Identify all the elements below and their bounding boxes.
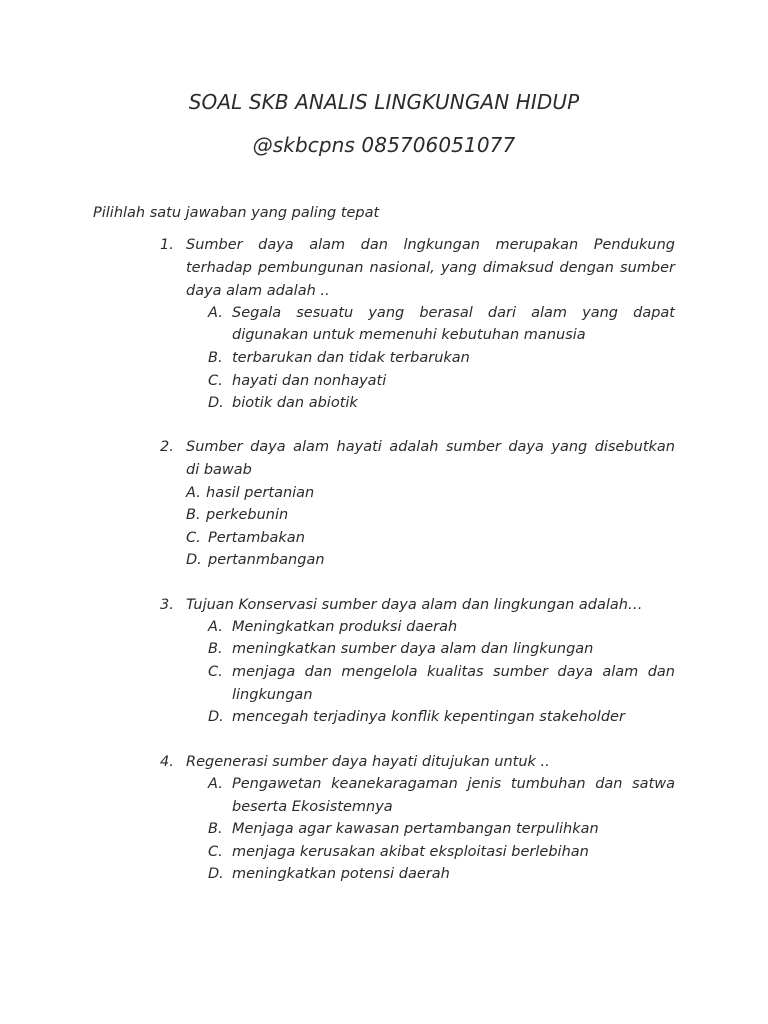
question-1-option-a-line-1: Segala sesuatu yang berasal dari alam yang dapat bbox=[232, 305, 675, 321]
question-2-option-b-label: B. bbox=[186, 507, 201, 523]
question-2-number: 2. bbox=[160, 439, 174, 455]
question-4-option-a-label: A. bbox=[208, 776, 223, 792]
question-4-option-d-text: meningkatkan potensi daerah bbox=[232, 866, 450, 882]
question-1-option-d-text: biotik dan abiotik bbox=[232, 395, 358, 411]
question-4-option-b-text: Menjaga agar kawasan pertambangan terpulihkan bbox=[232, 821, 599, 837]
question-3-option-b-label: B. bbox=[208, 641, 223, 657]
question-3-option-d-text: mencegah terjadinya konflik kepentingan stakeholder bbox=[232, 709, 625, 725]
question-1-text-line-2: terhadap pembungunan nasional, yang dimaksud dengan sumber bbox=[186, 260, 675, 276]
question-2-text-line-2: di bawab bbox=[186, 462, 252, 478]
question-4-option-a-line-2: beserta Ekosistemnya bbox=[232, 799, 393, 815]
question-1-number: 1. bbox=[160, 237, 174, 253]
question-4-text-line-1: Regenerasi sumber daya hayati ditujukan untuk .. bbox=[186, 754, 550, 770]
document-title: SOAL SKB ANALIS LINGKUNGAN HIDUP bbox=[188, 90, 580, 114]
question-2-option-d-label: D. bbox=[186, 552, 202, 568]
question-1-option-c-text: hayati dan nonhayati bbox=[232, 373, 387, 389]
question-4-option-a-line-1: Pengawetan keanekaragaman jenis tumbuhan dan satwa bbox=[232, 776, 675, 792]
question-4-option-b-label: B. bbox=[208, 821, 223, 837]
question-2-option-c-label: C. bbox=[186, 530, 201, 546]
question-3-option-a-label: A. bbox=[208, 619, 223, 635]
question-1-option-b-label: B. bbox=[208, 350, 223, 366]
question-2-text-line-1: Sumber daya alam hayati adalah sumber daya yang disebutkan bbox=[186, 439, 675, 455]
question-2-option-d-text: pertanmbangan bbox=[208, 552, 325, 568]
question-3-option-b-text: meningkatkan sumber daya alam dan lingkungan bbox=[232, 641, 594, 657]
question-3-option-a-text: Meningkatkan produksi daerah bbox=[232, 619, 458, 635]
question-1-option-a-label: A. bbox=[208, 305, 223, 321]
document-contact: @skbcpns 085706051077 bbox=[252, 133, 516, 157]
question-2-option-a-text: hasil pertanian bbox=[206, 485, 315, 501]
question-3-number: 3. bbox=[160, 597, 174, 613]
question-4-number: 4. bbox=[160, 754, 174, 770]
question-3-text-line-1: Tujuan Konservasi sumber daya alam dan lingkungan adalah… bbox=[186, 597, 643, 613]
question-3-option-c-label: C. bbox=[208, 664, 223, 680]
question-3-option-c-line-1: menjaga dan mengelola kualitas sumber daya alam dan bbox=[232, 664, 675, 680]
question-2-option-b-text: perkebunin bbox=[206, 507, 289, 523]
instruction-text: Pilihlah satu jawaban yang paling tepat bbox=[93, 205, 380, 221]
question-1-option-b-text: terbarukan dan tidak terbarukan bbox=[232, 350, 470, 366]
question-4-option-c-label: C. bbox=[208, 844, 223, 860]
question-1-option-c-label: C. bbox=[208, 373, 223, 389]
question-2-option-c-text: Pertambakan bbox=[208, 530, 305, 546]
question-1-text-line-1: Sumber daya alam dan lngkungan merupakan Pendukung bbox=[186, 237, 675, 253]
question-2-option-a-label: A. bbox=[186, 485, 201, 501]
question-3-option-d-label: D. bbox=[208, 709, 224, 725]
question-1-option-a-line-2: digunakan untuk memenuhi kebutuhan manusia bbox=[232, 327, 586, 343]
question-3-option-c-line-2: lingkungan bbox=[232, 687, 313, 703]
question-4-option-d-label: D. bbox=[208, 866, 224, 882]
question-4-option-c-text: menjaga kerusakan akibat eksploitasi berlebihan bbox=[232, 844, 589, 860]
question-1-option-d-label: D. bbox=[208, 395, 224, 411]
question-1-text-line-3: daya alam adalah .. bbox=[186, 283, 330, 299]
